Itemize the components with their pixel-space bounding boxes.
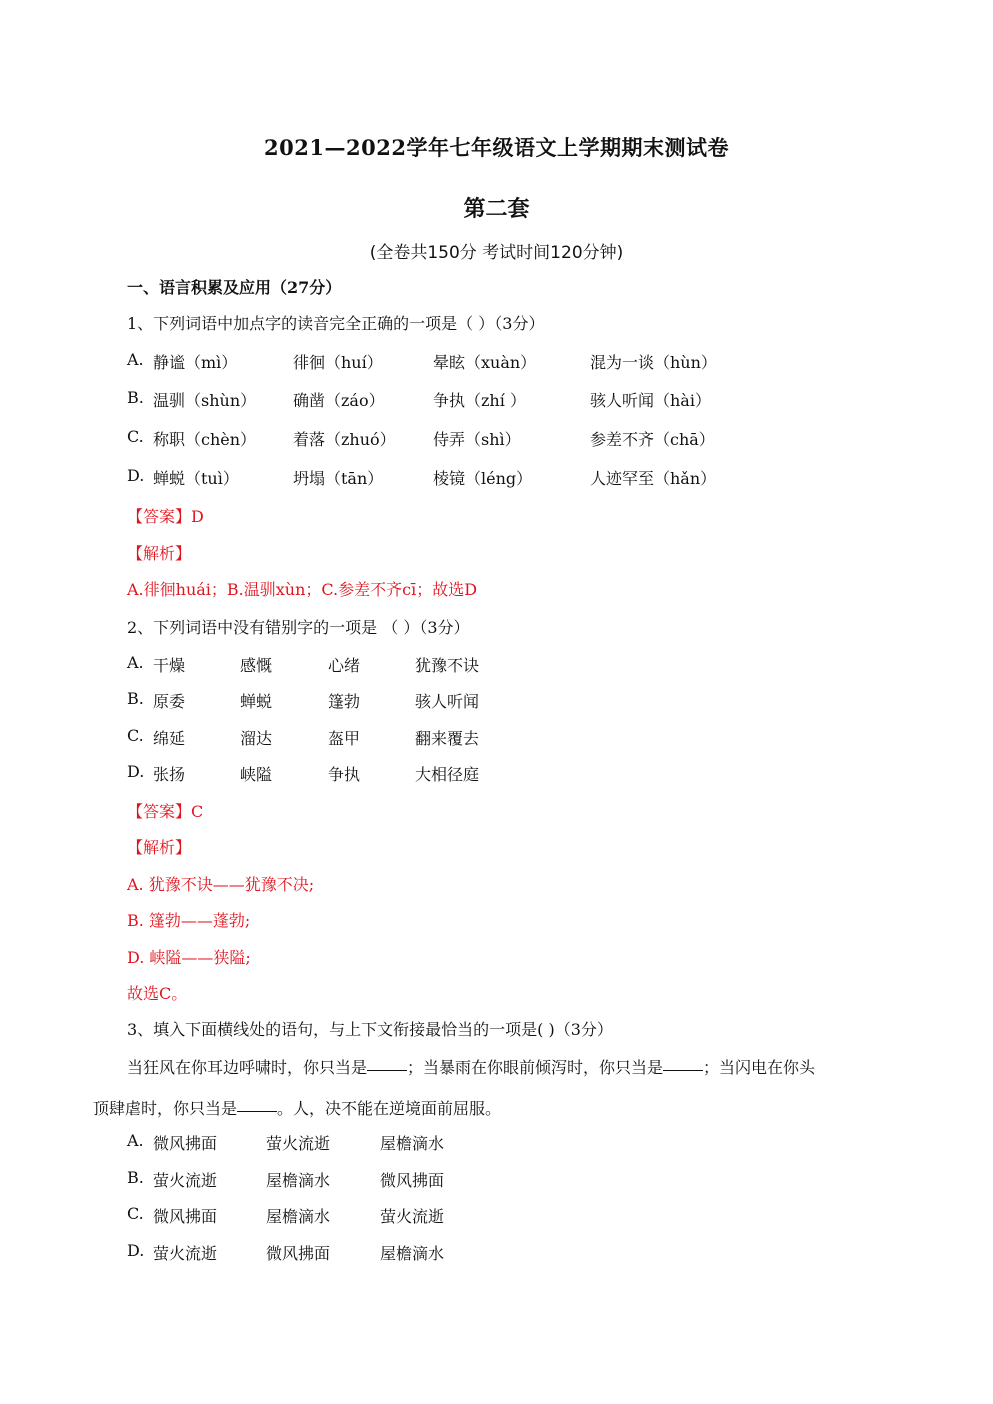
option-item: 屋檐滴水 <box>380 1134 445 1153</box>
option-item: 干燥 <box>153 656 186 675</box>
option-item: 篷勃 <box>328 692 361 711</box>
option-item: 屋檐滴水 <box>380 1244 445 1263</box>
question-1-stem: 1、下列词语中加点字的读音完全正确的一项是（ ）（3分） <box>127 314 545 333</box>
section-heading: 一、语言积累及应用（27分） <box>127 278 342 297</box>
fill-blank <box>663 1069 703 1071</box>
passage-text: ；当暴雨在你眼前倾泻时，你只当是 <box>407 1058 664 1077</box>
option-letter: D. <box>127 466 145 485</box>
option-letter: C. <box>127 726 144 745</box>
option-item: 棱镜（léng） <box>433 469 533 488</box>
page-title: 2021—2022学年七年级语文上学期期末测试卷 <box>264 135 729 160</box>
option-item: 微风拂面 <box>153 1134 218 1153</box>
option-letter: B. <box>127 388 144 407</box>
question-2-analysis-line: D. 峡隘——狭隘; <box>127 948 251 967</box>
option-item: 屋檐滴水 <box>266 1171 331 1190</box>
option-item: 大相径庭 <box>415 765 480 784</box>
option-item: 徘徊（huí） <box>293 353 383 372</box>
question-2-analysis-label: 【解析】 <box>127 838 192 857</box>
option-item: 侍弄（shì） <box>433 430 521 449</box>
option-item: 骇人听闻（hài） <box>590 391 711 410</box>
option-item: 感慨 <box>240 656 273 675</box>
option-item: 混为一谈（hùn） <box>590 353 717 372</box>
passage-text: 。人，决不能在逆境面前屈服。 <box>277 1099 502 1118</box>
option-item: 蝉蜕（tuì） <box>153 469 239 488</box>
option-item: 萤火流逝 <box>380 1207 445 1226</box>
question-2-stem: 2、下列词语中没有错别字的一项是 （ ）（3分） <box>127 618 470 637</box>
option-letter: B. <box>127 1168 144 1187</box>
question-3-stem: 3、填入下面横线处的语句，与上下文衔接最恰当的一项是( )（3分） <box>127 1020 613 1039</box>
question-2-analysis-line: A. 犹豫不诀——犹豫不决; <box>127 875 315 894</box>
option-item: 萤火流逝 <box>153 1244 218 1263</box>
option-item: 张扬 <box>153 765 186 784</box>
question-3-passage-line-2 <box>93 1096 501 1119</box>
option-item: 微风拂面 <box>380 1171 445 1190</box>
option-item: 称职（chèn） <box>153 430 257 449</box>
option-letter: D. <box>127 1241 145 1260</box>
option-letter: A. <box>127 1131 144 1150</box>
option-item: 争执 <box>328 765 361 784</box>
passage-text: ；当闪电在你头 <box>703 1058 816 1077</box>
option-item: 晕眩（xuàn） <box>433 353 537 372</box>
option-item: 参差不齐（chā） <box>590 430 715 449</box>
question-1-analysis: A.徘徊huái；B.温驯xùn；C.参差不齐cī；故选D <box>127 580 478 599</box>
option-item: 微风拂面 <box>266 1244 331 1263</box>
option-item: 骇人听闻 <box>415 692 480 711</box>
option-item: 翻来覆去 <box>415 729 480 748</box>
option-item: 溜达 <box>240 729 273 748</box>
page-subtitle: 第二套 <box>463 196 530 222</box>
question-3-passage-line-1 <box>127 1055 815 1078</box>
option-item: 犹豫不诀 <box>415 656 480 675</box>
question-1-answer: 【答案】D <box>127 507 204 526</box>
option-item: 人迹罕至（hǎn） <box>590 469 717 488</box>
option-item: 坍塌（tān） <box>293 469 384 488</box>
option-item: 蝉蜕 <box>240 692 273 711</box>
option-letter: A. <box>127 653 144 672</box>
option-item: 温驯（shùn） <box>153 391 257 410</box>
exam-info: (全卷共150分 考试时间120分钟) <box>369 243 624 263</box>
option-item: 原委 <box>153 692 186 711</box>
question-1-analysis-label: 【解析】 <box>127 544 192 563</box>
question-2-analysis-line: 故选C。 <box>127 984 188 1003</box>
option-item: 绵延 <box>153 729 186 748</box>
option-letter: B. <box>127 689 144 708</box>
option-item: 静谧（mì） <box>153 353 238 372</box>
passage-text: 顶肆虐时，你只当是 <box>93 1099 238 1118</box>
fill-blank <box>237 1110 277 1112</box>
option-item: 萤火流逝 <box>266 1134 331 1153</box>
passage-text: 当狂风在你耳边呼啸时，你只当是 <box>127 1058 368 1077</box>
option-item: 屋檐滴水 <box>266 1207 331 1226</box>
option-item: 盔甲 <box>328 729 361 748</box>
option-letter: C. <box>127 427 144 446</box>
option-item: 微风拂面 <box>153 1207 218 1226</box>
option-letter: D. <box>127 762 145 781</box>
question-2-answer: 【答案】C <box>127 802 204 821</box>
option-item: 峡隘 <box>240 765 273 784</box>
option-letter: C. <box>127 1204 144 1223</box>
fill-blank <box>367 1069 407 1071</box>
option-item: 确凿（záo） <box>293 391 385 410</box>
option-item: 萤火流逝 <box>153 1171 218 1190</box>
option-letter: A. <box>127 350 144 369</box>
option-item: 心绪 <box>328 656 361 675</box>
question-2-analysis-line: B. 篷勃——蓬勃; <box>127 911 251 930</box>
option-item: 着落（zhuó） <box>293 430 396 449</box>
option-item: 争执（zhí ） <box>433 391 526 410</box>
